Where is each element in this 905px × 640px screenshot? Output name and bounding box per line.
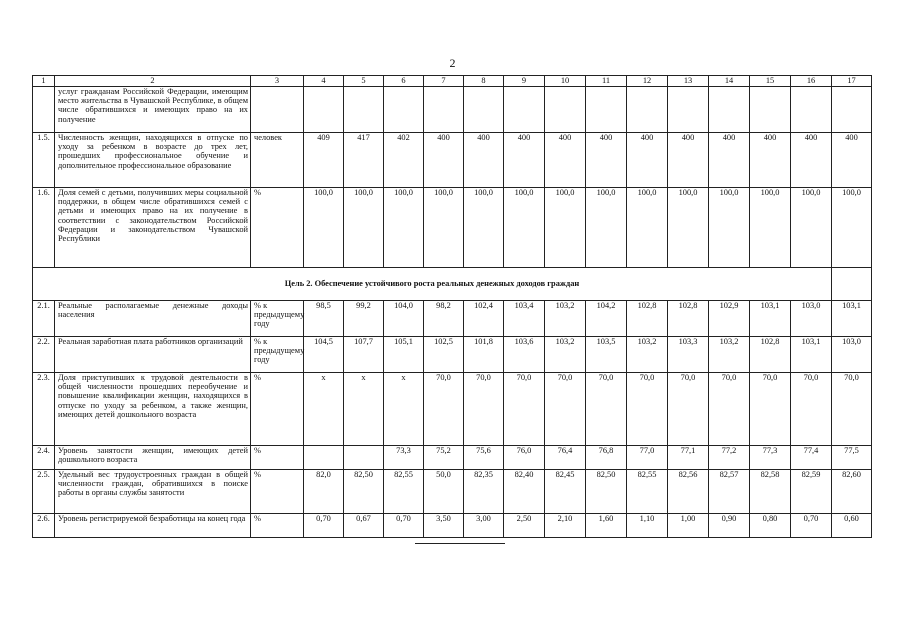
value-cell: 0,70	[791, 514, 832, 538]
value-cell: 417	[344, 133, 384, 188]
value-cell: 107,7	[344, 337, 384, 373]
table-row	[33, 337, 872, 373]
goal-heading: Цель 2. Обеспечение устойчивого роста реальных денежных доходов граждан	[33, 268, 832, 301]
value-cell: 100,0	[586, 188, 627, 268]
unit-cell: %	[251, 470, 304, 514]
value-cell: 100,0	[627, 188, 668, 268]
value-cell	[709, 87, 750, 133]
value-cell: 0,70	[384, 514, 424, 538]
indicator-name: Реальные располагаемые денежные доходы населения	[55, 301, 251, 337]
value-cell: 82,57	[709, 470, 750, 514]
table-row	[33, 301, 872, 337]
value-cell: 3,50	[424, 514, 464, 538]
column-header: 1	[33, 76, 55, 87]
value-cell: 70,0	[586, 373, 627, 446]
value-cell: 101,8	[464, 337, 504, 373]
value-cell: 70,0	[791, 373, 832, 446]
value-cell: 70,0	[750, 373, 791, 446]
row-number: 2.1.	[33, 301, 55, 337]
value-cell: 76,4	[545, 446, 586, 470]
value-cell	[504, 87, 545, 133]
value-cell: 0,70	[304, 514, 344, 538]
value-cell: 82,59	[791, 470, 832, 514]
value-cell	[384, 87, 424, 133]
value-cell: 82,60	[832, 470, 872, 514]
column-header: 5	[344, 76, 384, 87]
row-number: 1.5.	[33, 133, 55, 188]
value-cell: 82,58	[750, 470, 791, 514]
value-cell: 102,8	[750, 337, 791, 373]
indicator-name: Доля семей с детьми, получивших меры социальной поддержки, в общем числе обратившихся семей с детьми и имеющих право на их получение в соответствии с законодательством Российской Федерации и законодательством Чувашской Республики	[55, 188, 251, 268]
unit-cell: % к предыдущему году	[251, 301, 304, 337]
value-cell: 70,0	[709, 373, 750, 446]
value-cell	[344, 87, 384, 133]
column-header: 3	[251, 76, 304, 87]
page-number: 2	[449, 56, 456, 70]
value-cell: 103,3	[668, 337, 709, 373]
value-cell: 400	[791, 133, 832, 188]
value-cell: 82,55	[627, 470, 668, 514]
column-header: 2	[55, 76, 251, 87]
value-cell: 103,0	[832, 337, 872, 373]
value-cell: 75,2	[424, 446, 464, 470]
value-cell: 100,0	[464, 188, 504, 268]
value-cell: 103,1	[832, 301, 872, 337]
value-cell: 70,0	[504, 373, 545, 446]
value-cell: 400	[504, 133, 545, 188]
value-cell	[791, 87, 832, 133]
value-cell: 100,0	[832, 188, 872, 268]
value-cell: 400	[586, 133, 627, 188]
value-cell	[750, 87, 791, 133]
value-cell: 82,50	[586, 470, 627, 514]
value-cell	[424, 87, 464, 133]
value-cell: 70,0	[464, 373, 504, 446]
table-row	[33, 87, 872, 133]
row-number: 2.2.	[33, 337, 55, 373]
value-cell: 100,0	[709, 188, 750, 268]
value-cell: 105,1	[384, 337, 424, 373]
table-row	[33, 373, 872, 446]
value-cell: 102,9	[709, 301, 750, 337]
value-cell: 82,56	[668, 470, 709, 514]
value-cell: 400	[545, 133, 586, 188]
value-cell: 1,00	[668, 514, 709, 538]
value-cell: 82,35	[464, 470, 504, 514]
value-cell: 50,0	[424, 470, 464, 514]
value-cell: 76,0	[504, 446, 545, 470]
value-cell	[832, 87, 872, 133]
value-cell: 82,45	[545, 470, 586, 514]
value-cell	[344, 446, 384, 470]
value-cell: 3,00	[464, 514, 504, 538]
value-cell: 103,4	[504, 301, 545, 337]
table-row	[33, 514, 872, 538]
unit-cell: % к предыдущему году	[251, 337, 304, 373]
column-header: 8	[464, 76, 504, 87]
table-row	[33, 188, 872, 268]
end-line	[415, 543, 505, 544]
value-cell: 0,67	[344, 514, 384, 538]
value-cell: 77,4	[791, 446, 832, 470]
column-header: 17	[832, 76, 872, 87]
value-cell: 2,10	[545, 514, 586, 538]
value-cell: 98,5	[304, 301, 344, 337]
value-cell: 104,5	[304, 337, 344, 373]
indicator-name: Уровень занятости женщин, имеющих детей дошкольного возраста	[55, 446, 251, 470]
indicator-name: Численность женщин, находящихся в отпуске по уходу за ребенком в возрасте до трех лет, прошедших профессиональное обучение и дополнительное профессиональное образование	[55, 133, 251, 188]
value-cell: 100,0	[424, 188, 464, 268]
value-cell: х	[304, 373, 344, 446]
value-cell: 402	[384, 133, 424, 188]
goal-empty-cell	[832, 268, 872, 301]
column-header: 12	[627, 76, 668, 87]
indicator-name: Доля приступивших к трудовой деятельности в общей численности прошедших переобучение и повышение квалификации женщин, находящихся в отпуске по уходу за ребенком, а также женщин, имеющих детей дошкольного возраста	[55, 373, 251, 446]
value-cell: 103,6	[504, 337, 545, 373]
row-number: 2.6.	[33, 514, 55, 538]
table-row	[33, 446, 872, 470]
column-header: 13	[668, 76, 709, 87]
goal-row	[33, 268, 872, 301]
unit-cell: %	[251, 514, 304, 538]
value-cell: 104,2	[586, 301, 627, 337]
value-cell: 98,2	[424, 301, 464, 337]
row-number: 2.5.	[33, 470, 55, 514]
value-cell: 0,90	[709, 514, 750, 538]
value-cell: 0,80	[750, 514, 791, 538]
column-header: 15	[750, 76, 791, 87]
value-cell: х	[344, 373, 384, 446]
value-cell: 100,0	[668, 188, 709, 268]
value-cell: 2,50	[504, 514, 545, 538]
value-cell: 100,0	[791, 188, 832, 268]
unit-cell: человек	[251, 133, 304, 188]
value-cell: 1,60	[586, 514, 627, 538]
value-cell: 100,0	[344, 188, 384, 268]
indicators-table	[32, 75, 872, 538]
value-cell: 77,2	[709, 446, 750, 470]
value-cell: 102,4	[464, 301, 504, 337]
column-header: 16	[791, 76, 832, 87]
value-cell: 103,2	[545, 301, 586, 337]
value-cell: 77,1	[668, 446, 709, 470]
value-cell: 76,8	[586, 446, 627, 470]
header-row	[33, 76, 872, 87]
column-header: 6	[384, 76, 424, 87]
indicator-name: Удельный вес трудоустроенных граждан в общей численности граждан, обратившихся в поиске работы в органы службы занятости	[55, 470, 251, 514]
value-cell	[586, 87, 627, 133]
value-cell: 409	[304, 133, 344, 188]
value-cell: 82,55	[384, 470, 424, 514]
row-number	[33, 87, 55, 133]
value-cell: 102,8	[627, 301, 668, 337]
value-cell: 100,0	[504, 188, 545, 268]
value-cell: 1,10	[627, 514, 668, 538]
value-cell: 103,1	[750, 301, 791, 337]
value-cell	[627, 87, 668, 133]
table-row	[33, 470, 872, 514]
value-cell: 103,2	[627, 337, 668, 373]
value-cell: 100,0	[384, 188, 424, 268]
value-cell: 73,3	[384, 446, 424, 470]
value-cell: 400	[627, 133, 668, 188]
value-cell: 103,5	[586, 337, 627, 373]
value-cell: 103,2	[545, 337, 586, 373]
row-number: 2.3.	[33, 373, 55, 446]
unit-cell	[251, 87, 304, 133]
value-cell: 400	[668, 133, 709, 188]
value-cell: 70,0	[668, 373, 709, 446]
value-cell: 100,0	[304, 188, 344, 268]
value-cell: 102,5	[424, 337, 464, 373]
value-cell: 70,0	[832, 373, 872, 446]
value-cell: 82,0	[304, 470, 344, 514]
row-number: 1.6.	[33, 188, 55, 268]
column-header: 11	[586, 76, 627, 87]
value-cell: 400	[832, 133, 872, 188]
unit-cell: %	[251, 446, 304, 470]
row-number: 2.4.	[33, 446, 55, 470]
value-cell: 400	[750, 133, 791, 188]
value-cell: 103,0	[791, 301, 832, 337]
value-cell	[304, 446, 344, 470]
unit-cell: %	[251, 373, 304, 446]
unit-cell: %	[251, 188, 304, 268]
value-cell: 100,0	[545, 188, 586, 268]
value-cell: 100,0	[750, 188, 791, 268]
value-cell: 70,0	[627, 373, 668, 446]
value-cell: 102,8	[668, 301, 709, 337]
value-cell	[464, 87, 504, 133]
value-cell: 77,0	[627, 446, 668, 470]
value-cell: 400	[709, 133, 750, 188]
value-cell: 70,0	[545, 373, 586, 446]
value-cell	[668, 87, 709, 133]
column-header: 10	[545, 76, 586, 87]
value-cell: 75,6	[464, 446, 504, 470]
value-cell: 0,60	[832, 514, 872, 538]
column-header: 7	[424, 76, 464, 87]
value-cell: 103,2	[709, 337, 750, 373]
value-cell: 104,0	[384, 301, 424, 337]
value-cell: 82,50	[344, 470, 384, 514]
column-header: 4	[304, 76, 344, 87]
value-cell: 77,3	[750, 446, 791, 470]
value-cell: 400	[424, 133, 464, 188]
indicator-name: Реальная заработная плата работников организаций	[55, 337, 251, 373]
value-cell	[545, 87, 586, 133]
table-row	[33, 133, 872, 188]
value-cell: 99,2	[344, 301, 384, 337]
column-header: 9	[504, 76, 545, 87]
indicator-name: услуг гражданам Российской Федерации, имеющим место жительства в Чувашской Республике, в общем числе обратившихся и имеющих право на их получение	[55, 87, 251, 133]
indicator-name: Уровень регистрируемой безработицы на конец года	[55, 514, 251, 538]
value-cell: 82,40	[504, 470, 545, 514]
value-cell: х	[384, 373, 424, 446]
value-cell: 103,1	[791, 337, 832, 373]
value-cell: 77,5	[832, 446, 872, 470]
value-cell: 70,0	[424, 373, 464, 446]
value-cell	[304, 87, 344, 133]
value-cell: 400	[464, 133, 504, 188]
column-header: 14	[709, 76, 750, 87]
